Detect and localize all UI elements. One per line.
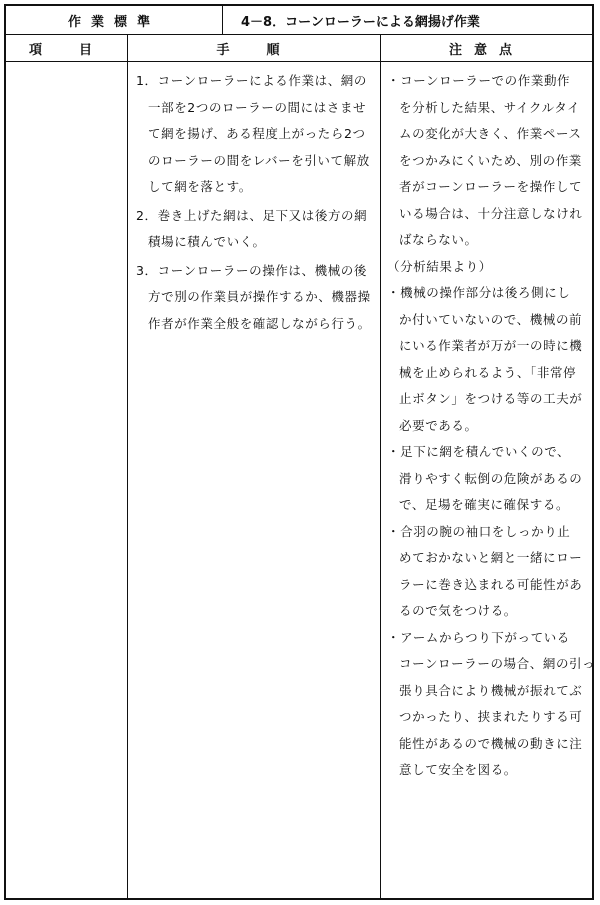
note-line: 能性があるので機械の動きに注	[399, 735, 583, 751]
header-notes: 注意点	[448, 42, 524, 58]
procedure-line: 積場に積んでいく。	[148, 234, 266, 249]
header-item: 項 目	[6, 35, 128, 61]
note-line: ムの変化が大きく、作業ペース	[399, 126, 582, 141]
procedure-line: 3．コーンローラーの操作は、機械の後	[136, 262, 368, 278]
note-line: ラーに巻き込まれる可能性があ	[399, 576, 583, 592]
note-line: で、足場を確実に確保する。	[399, 497, 570, 512]
procedure-line: して網を落とす。	[148, 179, 252, 194]
header-procedure: 手 順	[128, 35, 381, 61]
procedure-line: て網を揚げ、ある程度上がったら2つ	[148, 126, 366, 141]
note-line: をつかみにくいため、別の作業	[399, 152, 582, 168]
note-line: 止ボタン」をつける等の工夫が	[399, 391, 583, 406]
note-line: にいる作業者が万が一の時に機	[399, 338, 583, 353]
notes-column	[381, 62, 596, 898]
note-line: いる場合は、十分注意しなけれ	[399, 205, 583, 221]
note-line: ・コーンローラーでの作業動作	[387, 73, 571, 88]
note-line: 意して安全を図る。	[399, 762, 517, 777]
note-line: つかったり、挟まれたりする可	[399, 709, 583, 724]
document-title: 4－8．コーンローラーによる網揚げ作業	[241, 14, 480, 30]
note-line: ・足下に網を積んでいくので、	[387, 444, 571, 459]
note-line: 械を止められるよう、「非常停	[399, 364, 577, 380]
note-line: ・機械の操作部分は後ろ側にし	[387, 285, 571, 300]
procedure-column	[128, 62, 381, 898]
note-line: ・合羽の腕の袖口をしっかり止	[387, 523, 571, 539]
note-line: ・アームからつり下がっている	[387, 629, 570, 645]
note-line: 張り具合により機械が振れてぶ	[399, 682, 583, 698]
note-line: るので気をつける。	[399, 603, 517, 618]
document-type-label: 作業標準	[6, 6, 223, 34]
procedure-line: 作者が作業全般を確認しながら行う。	[148, 315, 371, 331]
title-row	[6, 6, 592, 35]
procedure-line: 方で別の作業員が操作するか、機器操	[148, 289, 371, 304]
note-line: 者がコーンローラーを操作して	[399, 179, 583, 194]
item-column	[6, 62, 128, 898]
procedure-line: 一部を2つのローラーの間にはさませ	[148, 99, 367, 115]
note-line: （分析結果より）	[387, 258, 492, 274]
note-line: を分析した結果、サイクルタイ	[399, 99, 581, 115]
note-line: 必要である。	[399, 417, 478, 433]
work-standard-sheet	[4, 4, 594, 900]
column-header-row	[6, 35, 592, 62]
content-row	[6, 62, 596, 898]
note-line: 滑りやすく転倒の危険があるの	[399, 470, 583, 486]
procedure-line: のローラーの間をレバーを引いて解放	[148, 152, 370, 168]
note-line: めておかないと網と一緒にロー	[399, 550, 583, 565]
note-line: ばならない。	[399, 232, 478, 247]
procedure-line: 1．コーンローラーによる作業は、網の	[136, 73, 368, 88]
note-line: コーンローラーの場合、網の引っ	[399, 656, 596, 671]
procedure-line: 2．巻き上げた網は、足下又は後方の網	[136, 207, 368, 223]
note-line: か付いていないので、機械の前	[399, 311, 583, 327]
